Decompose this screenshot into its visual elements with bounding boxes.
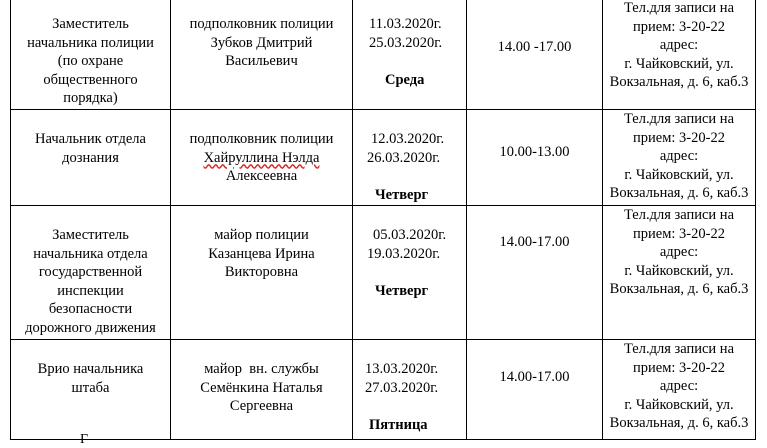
table-row bbox=[11, 110, 756, 206]
contact-line: адрес: bbox=[659, 378, 699, 394]
position-cell bbox=[11, 0, 171, 110]
contact-line: Вокзальная, д. 6, каб.3 bbox=[609, 415, 749, 431]
time-range: 10.00-13.00 bbox=[499, 144, 570, 161]
person-cell bbox=[171, 0, 353, 110]
contact-line: Тел.для записи на bbox=[623, 111, 735, 127]
weekday-label: Четверг bbox=[375, 187, 429, 203]
contact-line: Вокзальная, д. 6, каб.3 bbox=[609, 185, 749, 201]
weekday-label: Четверг bbox=[375, 283, 429, 299]
footer-text-fragment: Г bbox=[80, 432, 89, 447]
name-line: Хайруллина Нэлда bbox=[203, 149, 320, 166]
contact-line: прием: 3-20-22 bbox=[633, 359, 725, 376]
rank-line: подполковник полиции bbox=[189, 131, 334, 147]
position-line: начальника отдела bbox=[33, 245, 148, 262]
position-line: Заместитель bbox=[52, 227, 129, 243]
weekday-label: Среда bbox=[385, 72, 425, 88]
contact-line: г. Чайковский, ул. bbox=[624, 55, 734, 72]
contact-line: адрес: bbox=[659, 244, 699, 260]
contact-line: Вокзальная, д. 6, каб.3 bbox=[609, 74, 749, 90]
dates-cell bbox=[353, 340, 467, 440]
contact-line: г. Чайковский, ул. bbox=[624, 262, 734, 279]
table-row bbox=[11, 206, 756, 340]
date-line: 11.03.2020г. bbox=[369, 16, 442, 32]
contact-cell bbox=[603, 340, 756, 440]
patronymic-line: Алексеевна bbox=[225, 168, 298, 184]
rank-line: майор вн. службы bbox=[204, 361, 319, 377]
contact-line: Тел.для записи на bbox=[623, 207, 735, 223]
rank-line: подполковник полиции bbox=[189, 16, 334, 32]
rank-line: майор полиции bbox=[214, 227, 309, 243]
time-cell bbox=[467, 0, 603, 110]
table-row bbox=[11, 0, 756, 110]
contact-line: прием: 3-20-22 bbox=[633, 225, 725, 242]
contact-line: прием: 3-20-22 bbox=[633, 18, 725, 35]
name-line: Казанцева Ирина bbox=[208, 245, 315, 262]
date-line: 26.03.2020г. bbox=[367, 149, 441, 166]
contact-line: адрес: bbox=[659, 37, 699, 53]
position-line: Врио начальника bbox=[37, 361, 144, 377]
contact-line: Тел.для записи на bbox=[623, 0, 735, 16]
name-line: Семёнкина Наталья bbox=[200, 379, 323, 396]
position-line: инспекции bbox=[57, 282, 124, 299]
patronymic-line: Васильевич bbox=[225, 53, 298, 69]
patronymic-line: Сергеевна bbox=[229, 398, 294, 414]
position-line: дознания bbox=[62, 149, 119, 166]
position-line: дорожного движения bbox=[25, 319, 156, 336]
position-line: государственной bbox=[38, 264, 143, 280]
reception-schedule-table bbox=[10, 0, 756, 440]
position-line: Заместитель bbox=[52, 16, 129, 32]
date-line: 19.03.2020г. bbox=[367, 245, 441, 262]
position-line: Начальник отдела bbox=[35, 131, 146, 147]
date-line: 05.03.2020г. bbox=[373, 227, 447, 243]
person-cell bbox=[171, 206, 353, 340]
contact-cell bbox=[603, 206, 756, 340]
table-row bbox=[11, 340, 756, 440]
weekday-label: Пятница bbox=[369, 417, 428, 433]
time-cell bbox=[467, 206, 603, 340]
dates-cell bbox=[353, 0, 467, 110]
contact-line: г. Чайковский, ул. bbox=[624, 396, 734, 413]
position-line: безопасности bbox=[48, 301, 133, 317]
date-line: 13.03.2020г. bbox=[365, 361, 439, 377]
date-line: 25.03.2020г. bbox=[369, 34, 443, 51]
contact-cell bbox=[603, 0, 756, 110]
position-cell bbox=[11, 340, 171, 440]
contact-cell bbox=[603, 110, 756, 206]
position-line: порядка) bbox=[63, 90, 118, 106]
time-cell bbox=[467, 110, 603, 206]
position-cell bbox=[11, 110, 171, 206]
position-line: общественного bbox=[43, 71, 138, 88]
name-line: Зубков Дмитрий bbox=[210, 34, 313, 51]
position-line: штаба bbox=[71, 379, 110, 396]
date-line: 12.03.2020г. bbox=[371, 131, 445, 147]
position-line: начальника полиции bbox=[27, 34, 154, 51]
contact-line: прием: 3-20-22 bbox=[633, 129, 725, 146]
dates-cell bbox=[353, 110, 467, 206]
contact-line: адрес: bbox=[659, 148, 699, 164]
contact-line: Вокзальная, д. 6, каб.3 bbox=[609, 281, 749, 297]
dates-cell bbox=[353, 206, 467, 340]
position-cell bbox=[11, 206, 171, 340]
contact-line: г. Чайковский, ул. bbox=[624, 166, 734, 183]
person-cell bbox=[171, 110, 353, 206]
time-range: 14.00 -17.00 bbox=[497, 38, 572, 55]
patronymic-line: Викторовна bbox=[224, 264, 299, 280]
time-range: 14.00-17.00 bbox=[499, 233, 570, 250]
contact-line: Тел.для записи на bbox=[623, 341, 735, 357]
time-cell bbox=[467, 340, 603, 440]
date-line: 27.03.2020г. bbox=[365, 379, 439, 396]
position-line: (по охране bbox=[57, 53, 124, 69]
person-cell bbox=[171, 340, 353, 440]
time-range: 14.00-17.00 bbox=[499, 368, 570, 385]
